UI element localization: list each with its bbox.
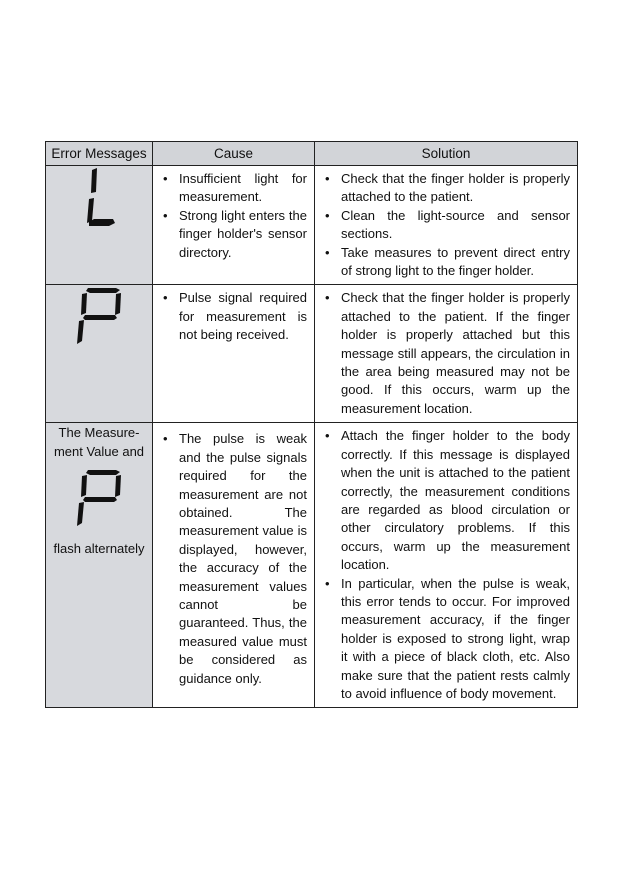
solution-list <box>315 285 577 422</box>
solution-cell <box>315 423 578 708</box>
list-item: • Take measures to prevent direct entry of strong light to the finger holder. <box>323 244 570 281</box>
list-item: • Pulse signal required for measurement is not being received. <box>161 289 307 344</box>
list-item: • Attach the finger holder to the body correctly. If this message is displayed when the unit is attached to the patient correctly, the measurement conditions are regarded as blood circulation or other circulatory problems. If this occurs, warm up the measurement location. <box>323 427 570 574</box>
table-header-row <box>46 142 578 166</box>
list-item: • The pulse is weak and the pulse signals required for the measurement are not obtained. The measurement value is displayed, however, the accuracy of the measurement values cannot be guaranteed. Thus, the measured value must be considered as guidance only. <box>161 430 307 688</box>
table-row <box>46 423 578 708</box>
solution-list <box>315 166 577 284</box>
cause-list <box>153 285 314 348</box>
list-item: • Check that the finger holder is properly attached to the patient. <box>323 170 570 207</box>
cause-cell <box>153 423 315 708</box>
header-cause: Cause <box>153 142 315 166</box>
header-solution: Solution <box>315 142 578 166</box>
display-P-icon <box>74 467 124 529</box>
table-row <box>46 166 578 285</box>
list-item: • Clean the light-source and sensor sections. <box>323 207 570 244</box>
table-row <box>46 285 578 423</box>
solution-cell <box>315 166 578 285</box>
flash-message-top: The Measure-ment Value and <box>53 425 145 460</box>
solution-list <box>315 423 577 707</box>
cause-cell <box>153 166 315 285</box>
flash-message-bottom: flash alternately <box>53 541 145 557</box>
list-item: • In particular, when the pulse is weak, this error tends to occur. For improved measurement accuracy, if the finger holder is exposed to strong light, wrap it with a piece of black cloth, etc. Also make sure that the patient rests calmly to avoid influence of body movement. <box>323 575 570 704</box>
cause-cell <box>153 285 315 423</box>
list-item: • Strong light enters the finger holder's sensor directory. <box>161 207 307 262</box>
cause-list <box>153 423 314 692</box>
list-item: • Insufficient light for measurement. <box>161 170 307 207</box>
display-P-icon <box>74 285 124 347</box>
list-item: • Check that the finger holder is properly attached to the patient. If the finger holder is properly attached but this message still appears, the circulation in the area being measured may not be good. If this occurs, warm up the measurement location. <box>323 289 570 418</box>
error-message-cell <box>46 285 153 423</box>
display-L-icon <box>79 166 119 228</box>
solution-cell <box>315 285 578 423</box>
error-message-cell <box>46 166 153 285</box>
cause-list <box>153 166 314 266</box>
error-message-cell <box>46 423 153 708</box>
error-messages-table <box>45 141 578 708</box>
header-error-messages: Error Messages <box>46 142 153 166</box>
